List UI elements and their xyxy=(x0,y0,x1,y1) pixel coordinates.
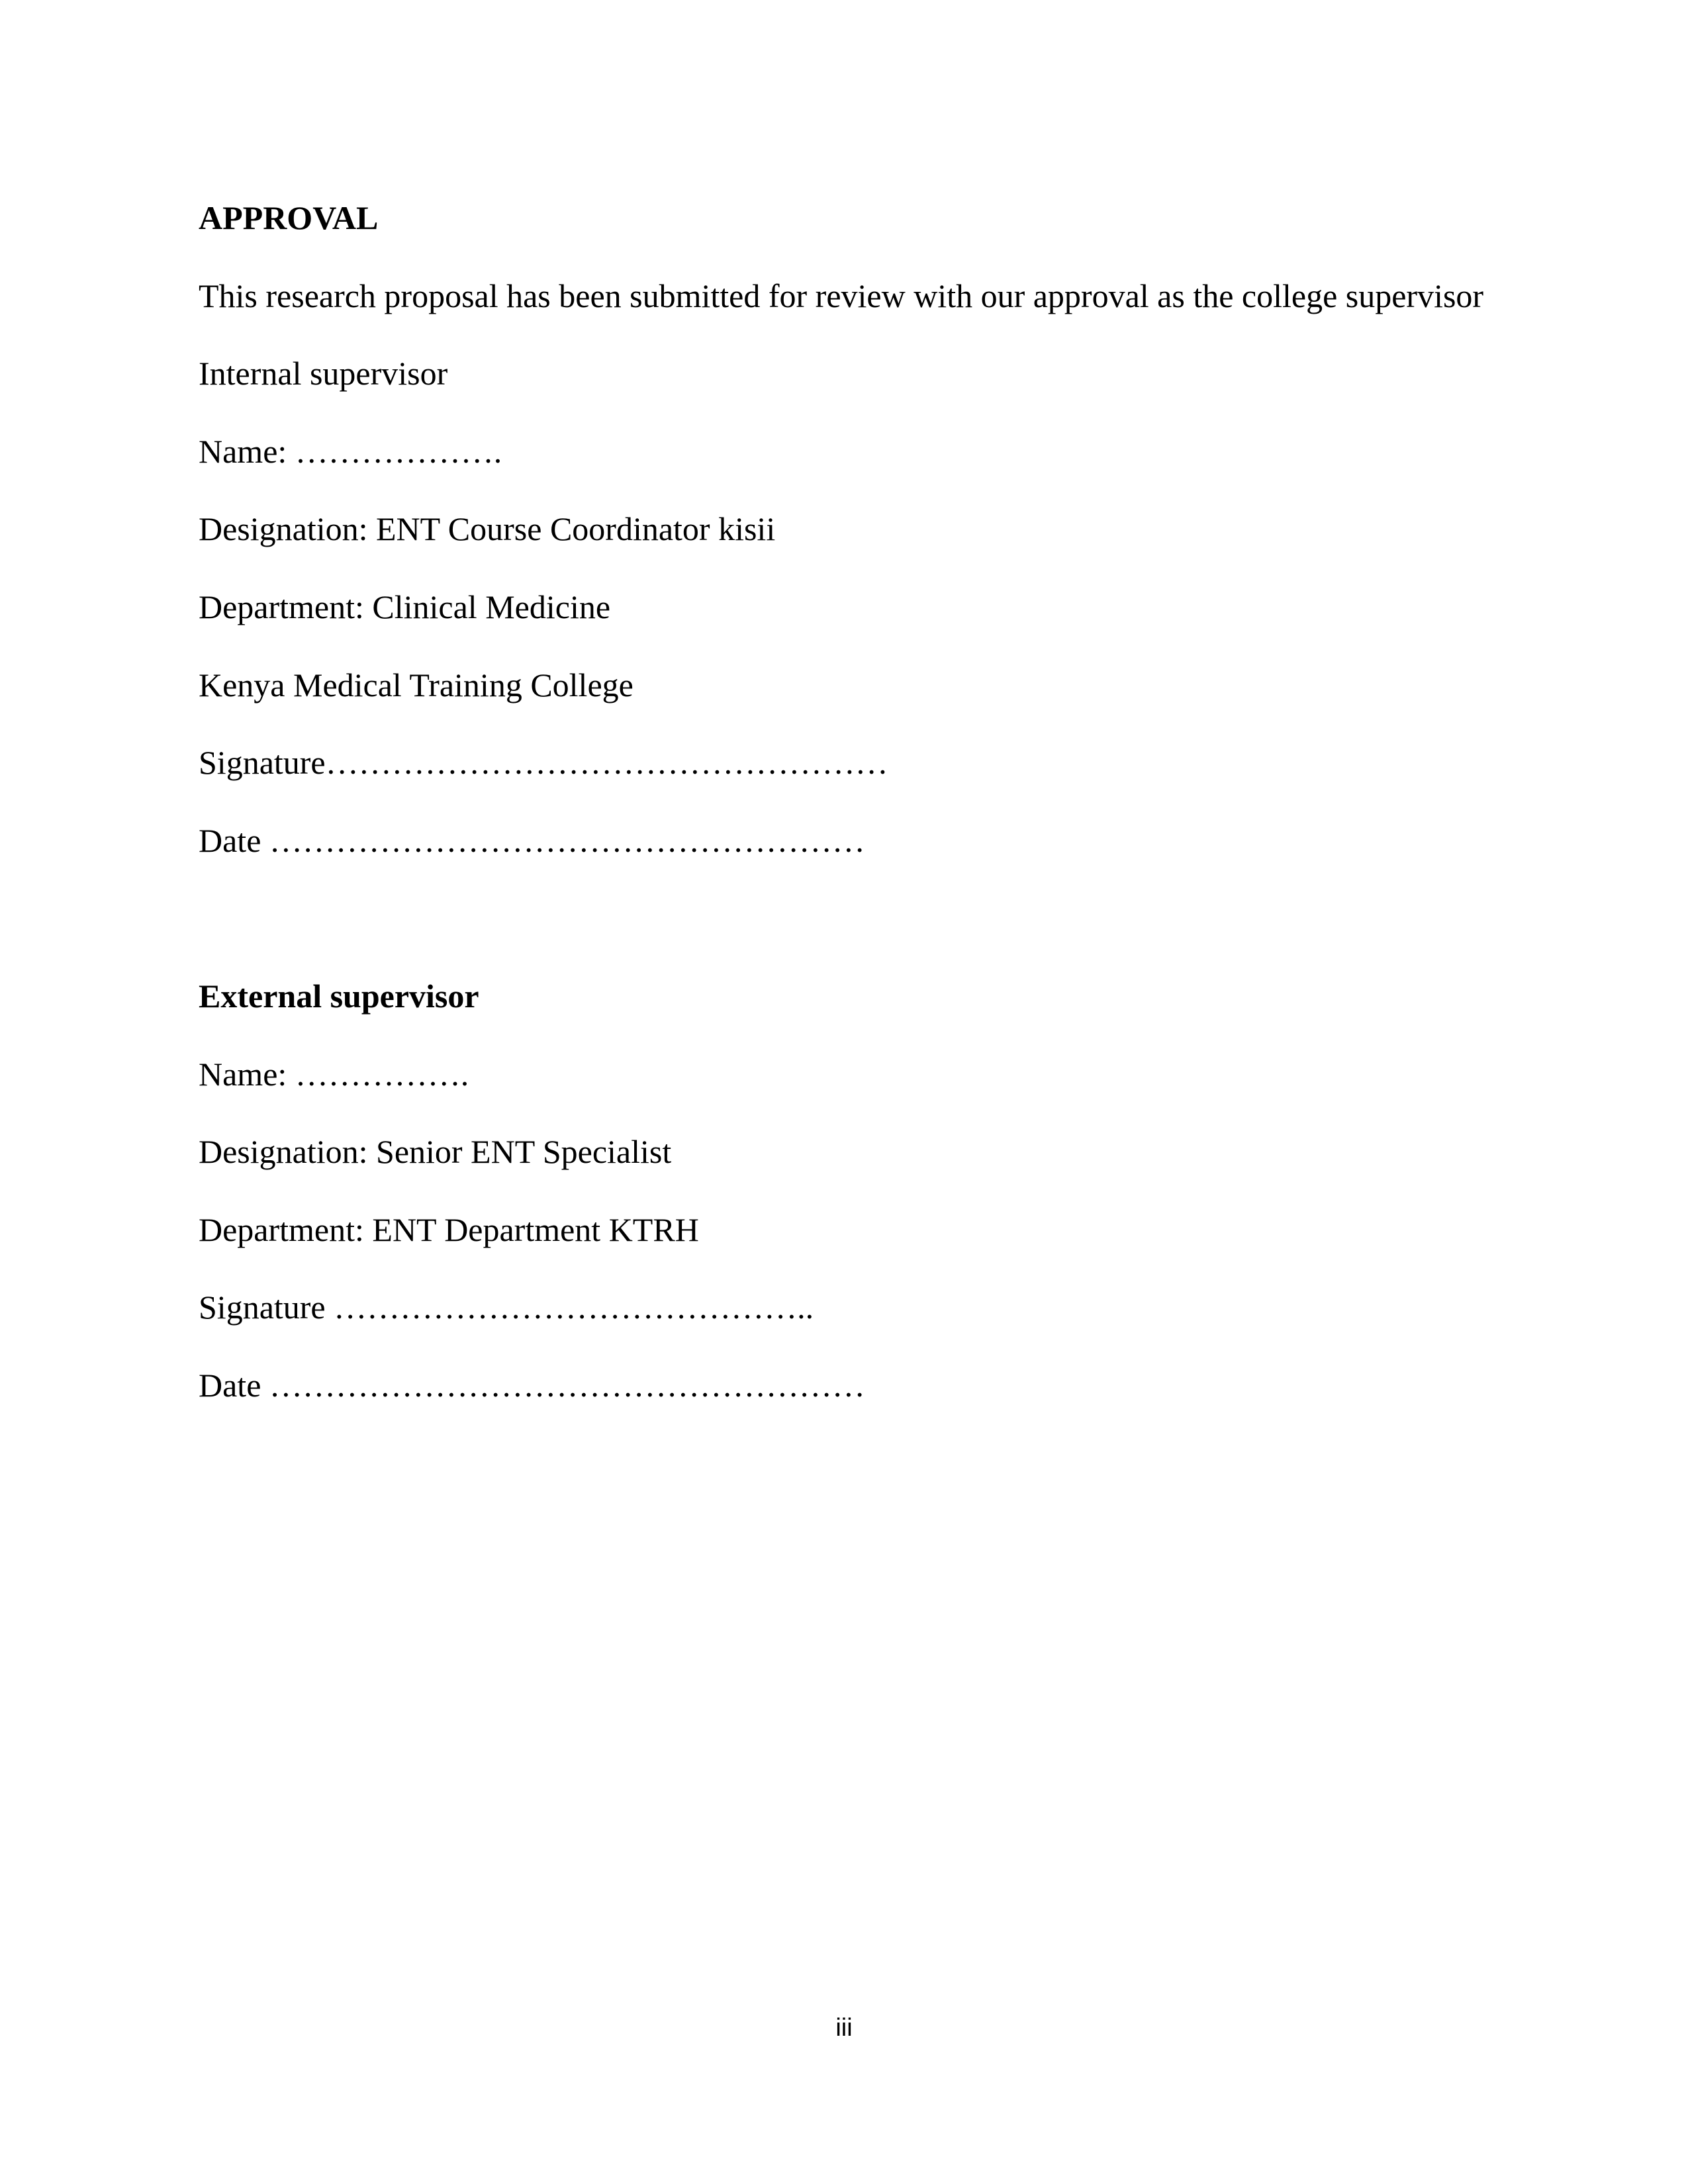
external-designation-line: Designation: Senior ENT Specialist xyxy=(199,1133,672,1171)
external-name-line: Name: ……………. xyxy=(199,1055,469,1093)
external-department-line: Department: ENT Department KTRH xyxy=(199,1210,699,1248)
intro-text: This research proposal has been submitted for review with our approval as the college supervisor xyxy=(199,277,1484,314)
internal-date-line: Date ……………………………………………… xyxy=(199,821,865,859)
internal-supervisor-title: Internal supervisor xyxy=(199,355,448,392)
internal-institution-line: Kenya Medical Training College xyxy=(199,666,633,704)
external-supervisor-title: External supervisor xyxy=(199,977,479,1015)
external-date-line: Date ……………………………………………… xyxy=(199,1366,865,1404)
approval-heading: APPROVAL xyxy=(199,199,379,236)
page-number: iii xyxy=(835,2014,853,2042)
internal-designation-line: Designation: ENT Course Coordinator kisii xyxy=(199,510,776,548)
internal-name-line: Name: ………………. xyxy=(199,432,502,470)
internal-department-line: Department: Clinical Medicine xyxy=(199,588,611,625)
external-signature-line: Signature …………………………………….. xyxy=(199,1289,814,1326)
internal-signature-line: Signature…………………………………………… xyxy=(199,744,888,782)
external-supervisor-section xyxy=(199,958,1503,1425)
internal-supervisor-section xyxy=(199,335,1503,880)
